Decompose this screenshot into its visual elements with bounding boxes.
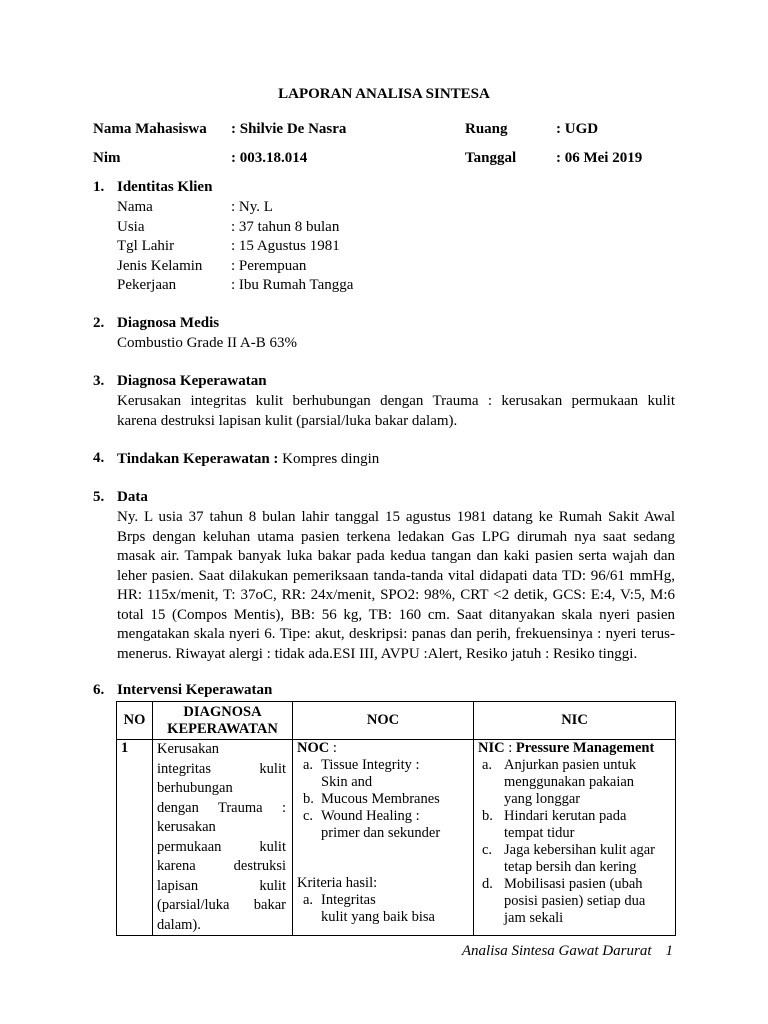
nim-value: : 003.18.014 [231, 150, 308, 166]
nic-heading-colon: : [504, 740, 516, 756]
diagnosis-line: Kerusakan [157, 741, 220, 757]
paragraph-line: karena destruksi lapisan kulit (parsial/luka bakar dalam). [117, 412, 458, 429]
diagnosis-line: karena destruksi [157, 858, 286, 874]
header-diagnosis [153, 702, 293, 740]
section-4-number: 4. [93, 450, 105, 466]
nic-item-line: Mobilisasi pasien (ubah [504, 876, 643, 892]
header-diagnosis-line-1: DIAGNOSA [183, 703, 262, 720]
noc-heading [297, 740, 469, 757]
nic-item [478, 757, 671, 808]
header-diagnosis-line-2: KEPERAWATAN [167, 720, 278, 737]
diagnosis-line: dalam). [157, 916, 201, 933]
section-3-number: 3. [93, 373, 105, 389]
nic-item-marker: b. [482, 808, 493, 824]
identity-label: Usia [117, 218, 145, 235]
paragraph-line: leher pasien. Saat dilakukan pemeriksaan tanda-tanda vital didapati data TD: 96/61 mmHg, [117, 567, 675, 584]
section-1-title: Identitas Klien [117, 179, 213, 195]
section-3-title: Diagnosa Keperawatan [117, 373, 267, 389]
row-noc [293, 740, 474, 936]
section-5-number: 5. [93, 489, 105, 505]
nic-item-line: jam sekali [504, 910, 564, 926]
paragraph-line: Ny. L usia 37 tahun 8 bulan lahir tanggal 15 agustus 1981 datang ke Rumah Sakit Awal [117, 509, 675, 525]
nursing-diagnosis-text [117, 392, 675, 431]
criteria-heading: Kriteria hasil: [297, 875, 378, 891]
nic-heading-title: Pressure Management [515, 740, 655, 756]
paragraph-line: HR: 115x/menit, T: 37oC, RR: 24x/menit, SPO2: 98%, CRT <2 detik, GCS: E:4, V:5, M:6 [117, 587, 675, 603]
medical-diagnosis-text: Combustio Grade II A-B 63% [117, 335, 297, 351]
noc-item [297, 808, 469, 842]
nic-item-line: menggunakan pakaian [504, 774, 635, 790]
identity-row [117, 237, 353, 257]
patient-data-text [117, 508, 675, 664]
nic-item-line: posisi pasien) setiap dua [504, 893, 646, 909]
nic-item-line: tetap bersih dan kering [504, 859, 637, 875]
noc-spacer [297, 842, 469, 875]
nic-item-line: Anjurkan pasien untuk [504, 757, 637, 773]
header-no: NO [117, 702, 153, 740]
tanggal-label: Tanggal [465, 150, 517, 166]
diagnosis-line: integritas kulit [157, 760, 286, 777]
identity-value: : Ny. L [231, 199, 273, 215]
noc-item [297, 757, 469, 791]
intervention-table [116, 701, 676, 936]
nic-item [478, 842, 671, 876]
row-number: 1 [117, 740, 153, 936]
diagnosis-line: (parsial/luka bakar [157, 897, 286, 913]
client-identity-list [117, 198, 353, 296]
noc-item-marker: c. [303, 808, 314, 824]
diagnosis-line: dengan Trauma : [157, 799, 286, 816]
footer-text: Analisa Sintesa Gawat Darurat [461, 943, 652, 959]
table-row [117, 740, 676, 936]
identity-row [117, 198, 353, 218]
diagnosis-line: lapisan kulit [157, 877, 286, 894]
identity-label: Nama [117, 199, 153, 215]
nic-item-marker: d. [482, 876, 493, 892]
identity-label: Jenis Kelamin [117, 257, 203, 274]
noc-heading-label: NOC [297, 740, 330, 756]
paragraph-line: masak air. Tampak banyak luka bakar pada kedua tangan dan kaki pasien serta wajah dan [117, 548, 675, 564]
noc-item-marker: a. [303, 757, 314, 773]
section-5-title: Data [117, 489, 148, 505]
diagnosis-line: permukaan kulit [157, 838, 286, 855]
ruang-label: Ruang [465, 121, 508, 137]
nic-item-line: yang longgar [504, 791, 581, 807]
criteria-item-line: Integritas [321, 892, 376, 908]
nic-heading-label: NIC [478, 740, 505, 756]
nic-item-marker: a. [482, 757, 493, 773]
criteria-item-line: kulit yang baik bisa [321, 909, 435, 925]
identity-value: : 37 tahun 8 bulan [231, 218, 340, 235]
identity-row [117, 218, 353, 238]
nim-label: Nim [93, 150, 121, 166]
section-4-title: Tindakan Keperawatan : [117, 451, 279, 467]
identity-row [117, 276, 353, 296]
noc-item-line: Tissue Integrity : [321, 757, 420, 773]
nic-heading [478, 740, 671, 757]
noc-item-line: Skin and [321, 774, 373, 790]
identity-label: Pekerjaan [117, 277, 177, 293]
paragraph-line: total 15 (Compos Mentis), BB: 56 kg, TB: 160 cm. Saat ditanyakan skala nyeri pasien [117, 606, 675, 623]
paragraph-line: menerus. Riwayat alergi : tidak ada.ESI III, AVPU :Alert, Resiko jatuh : Resiko tinggi. [117, 645, 638, 662]
identity-label: Tgl Lahir [117, 238, 175, 254]
ruang-value: : UGD [556, 121, 599, 137]
criteria-item-marker: a. [303, 892, 314, 908]
nic-item-marker: c. [482, 842, 493, 858]
page-footer [462, 943, 673, 960]
section-6-number: 6. [93, 682, 105, 698]
section-6-title: Intervensi Keperawatan [117, 682, 273, 698]
header-nic: NIC [474, 702, 676, 740]
noc-item-line: Mucous Membranes [321, 791, 440, 807]
diagnosis-line: kerusakan [157, 819, 216, 835]
diagnosis-line: berhubungan [157, 780, 233, 796]
identity-row [117, 257, 353, 277]
nic-list [478, 757, 671, 927]
section-1-number: 1. [93, 179, 105, 195]
noc-heading-colon: : [329, 740, 337, 756]
row-diagnosis [153, 740, 293, 936]
noc-item-line: primer dan sekunder [321, 825, 441, 841]
nic-item-line: tempat tidur [504, 825, 575, 841]
header-noc: NOC [293, 702, 474, 740]
nic-item [478, 876, 671, 927]
tanggal-value: : 06 Mei 2019 [556, 150, 643, 166]
nic-item-line: Jaga kebersihan kulit agar [504, 842, 655, 858]
criteria-item [297, 892, 469, 926]
section-4-line [117, 450, 379, 470]
nic-item-line: Hindari kerutan pada [504, 808, 627, 824]
section-2-number: 2. [93, 315, 105, 331]
noc-item-line: Wound Healing : [321, 808, 420, 824]
paragraph-line: Kerusakan integritas kulit berhubungan dengan Trauma : kerusakan permukaan kulit [117, 393, 675, 409]
paragraph-line: mengatakan skala nyeri 6. Tipe: akut, deskripsi: panas dan perih, frekuensinya : nyeri terus- [117, 626, 675, 642]
nama-label: Nama Mahasiswa [93, 121, 207, 137]
noc-item [297, 791, 469, 808]
noc-list [297, 757, 469, 842]
identity-value: : Ibu Rumah Tangga [231, 277, 354, 293]
nama-value: : Shilvie De Nasra [231, 121, 347, 137]
nursing-action-text: Kompres dingin [278, 451, 380, 467]
criteria-list [297, 892, 469, 926]
table-header-row [117, 702, 676, 740]
identity-value: : Perempuan [231, 257, 307, 274]
row-nic [474, 740, 676, 936]
paragraph-line: Brps dengan keluhan utama pasien terkena ledakan Gas LPG dirumah nya saat sedang [117, 528, 675, 545]
nic-item [478, 808, 671, 842]
noc-item-marker: b. [303, 791, 314, 807]
page-title: LAPORAN ANALISA SINTESA [278, 86, 490, 102]
section-2-title: Diagnosa Medis [117, 315, 220, 331]
page-number: 1 [665, 943, 673, 959]
identity-value: : 15 Agustus 1981 [231, 238, 340, 254]
